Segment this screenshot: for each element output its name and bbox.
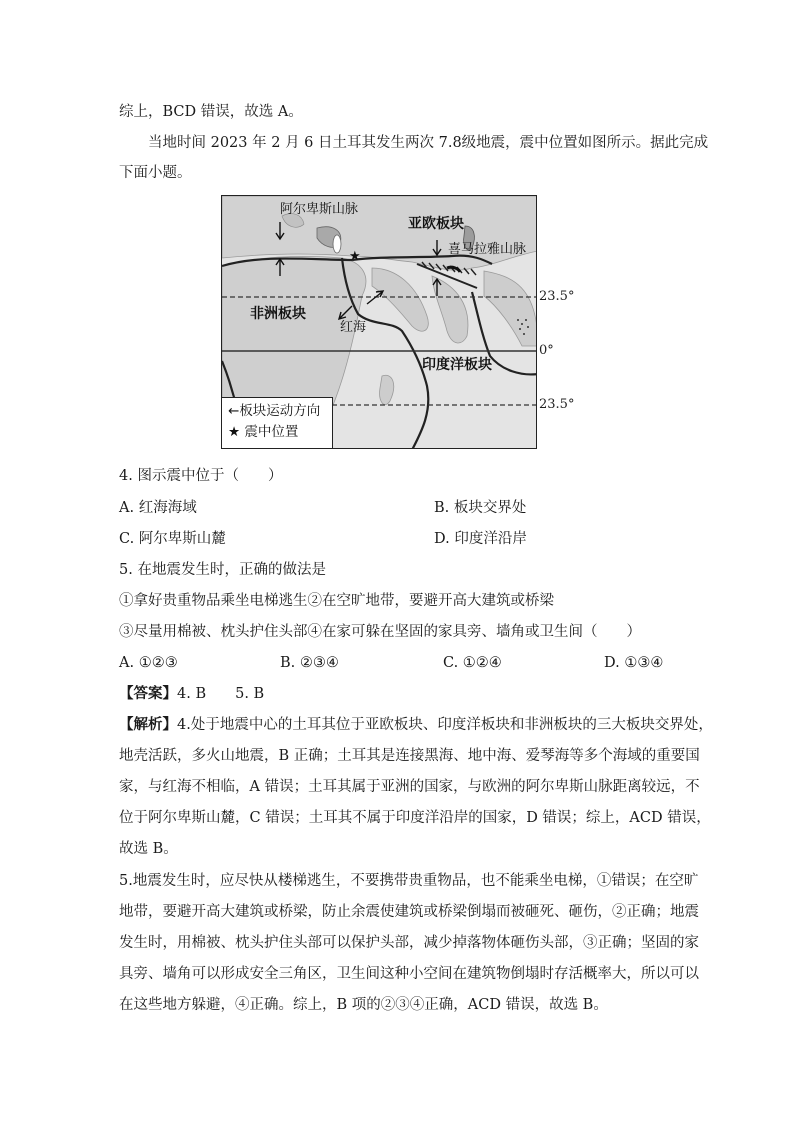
question-stem-line2: 下面小题。: [119, 165, 192, 181]
svg-text:★: ★: [349, 249, 361, 264]
arrow-left-icon: ←: [228, 403, 240, 419]
analysis-line-4: 位于阿尔卑斯山麓，C 错误；土耳其不属于印度洋沿岸的国家，D 错误；综上，ACD 错误，: [119, 810, 711, 826]
analysis-line-3: 家，与红海不相临，A 错误；土耳其属于亚洲的国家，与欧洲的阿尔卑斯山脉距离较远，不: [119, 779, 700, 795]
intro-line: 综上，BCD 错误，故选 A。: [119, 104, 303, 120]
q4-stem: 4. 图示震中位于（ ）: [119, 468, 283, 484]
q5-statements-1: ①拿好贵重物品乘坐电梯逃生②在空旷地带，要避开高大建筑或桥梁: [119, 593, 554, 609]
star-icon: ★: [228, 424, 241, 440]
q5-option-c: C. ①②④: [443, 655, 502, 671]
analysis-q5-line-3: 发生时，用棉被、枕头护住头部可以保护头部，减少掉落物体砸伤头部，③正确；坚固的家: [119, 935, 699, 951]
question-stem-line1: 当地时间 2023 年 2 月 6 日土耳其发生两次 7.8级地震，震中位置如图所示。据此完成: [148, 135, 709, 151]
q5-option-a: A. ①②③: [119, 655, 178, 671]
analysis-q5-line-4: 具旁、墙角可以形成安全三角区，卫生间这种小空间在建筑物倒塌时存活概率大，所以可以: [119, 966, 699, 982]
analysis-q5-line-1: 5.地震发生时，应尽快从楼梯逃生，不要携带贵重物品，也不能乘坐电梯，①错误；在空旷: [119, 873, 699, 889]
label-indian-plate: 印度洋板块: [422, 357, 492, 373]
q4-option-c: C. 阿尔卑斯山麓: [119, 531, 226, 547]
analysis-q5-line-5: 在这些地方躲避，④正确。综上，B 项的②③④正确，ACD 错误，故选 B。: [119, 997, 608, 1013]
answer-tag: 【答案】: [119, 685, 177, 702]
legend-plate-motion-label: 板块运动方向: [239, 403, 321, 419]
label-eurasian-plate: 亚欧板块: [408, 216, 464, 232]
q4-option-a: A. 红海海域: [119, 500, 197, 516]
analysis-line-5: 故选 B。: [119, 841, 178, 857]
latitude-north-tropic: 23.5°: [539, 289, 575, 304]
label-himalaya: 喜马拉雅山脉: [448, 242, 527, 257]
analysis-q5-line-2: 地带，要避开高大建筑或桥梁，防止余震使建筑或桥梁倒塌而被砸死、砸伤，②正确；地震: [119, 904, 699, 920]
label-red-sea: 红海: [340, 320, 367, 335]
analysis-tag: 【解析】: [119, 716, 177, 733]
q5-option-d: D. ①③④: [604, 655, 664, 671]
legend-epicenter: [228, 423, 298, 441]
legend-plate-motion: [228, 402, 320, 420]
plate-map-figure: [221, 195, 537, 449]
latitude-south-tropic: 23.5°: [539, 397, 575, 412]
analysis-line-2: 地壳活跃，多火山地震，B 正确；土耳其是连接黑海、地中海、爱琴海等多个海域的重要国: [119, 748, 700, 764]
latitude-equator: 0°: [539, 343, 554, 358]
q5-stem: 5. 在地震发生时，正确的做法是: [119, 562, 326, 578]
q5-statements-2: ③尽量用棉被、枕头护住头部④在家可躲在坚固的家具旁、墙角或卫生间（ ）: [119, 624, 641, 640]
map-legend: [222, 397, 333, 448]
analysis-line-1: [119, 715, 713, 735]
q4-option-d: D. 印度洋沿岸: [434, 531, 527, 547]
answer-text: 4. B 5. B: [177, 686, 265, 702]
answer-line: [119, 684, 264, 704]
legend-epicenter-label: 震中位置: [244, 424, 299, 440]
analysis-text-1: 4.处于地震中心的土耳其位于亚欧板块、印度洋板块和非洲板块的三大板块交界处，: [177, 717, 713, 733]
label-alps: 阿尔卑斯山脉: [280, 202, 359, 217]
q4-option-b: B. 板块交界处: [434, 500, 527, 516]
q5-option-b: B. ②③④: [280, 655, 339, 671]
label-african-plate: 非洲板块: [250, 306, 306, 322]
